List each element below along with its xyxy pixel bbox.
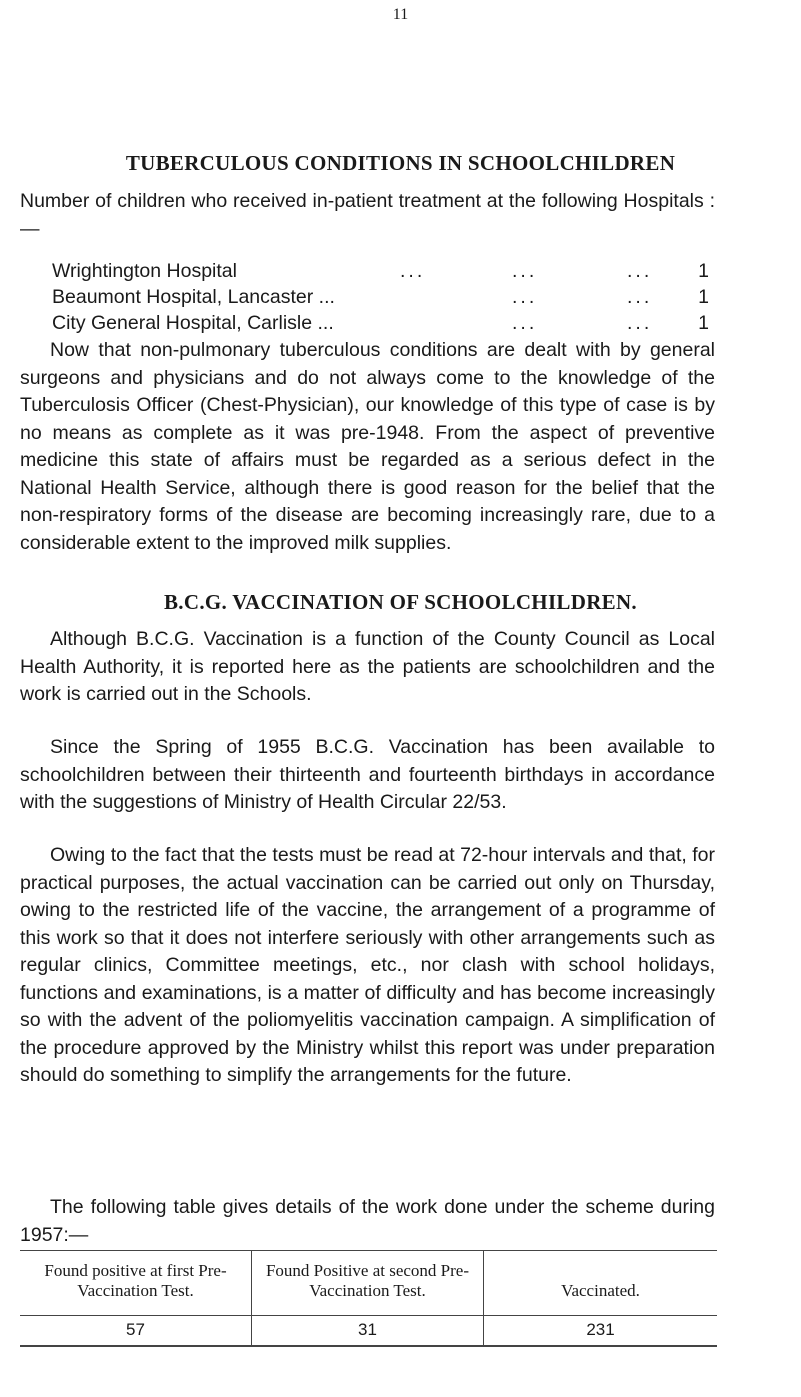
table-header-cell: Found positive at first Pre-Vaccination Test. [20, 1251, 252, 1315]
leader-dots: ... [627, 312, 653, 334]
hospitals-intro: Number of children who received in-patient treatment at the following Hospitals :— [20, 190, 715, 240]
hospital-name: Beaumont Hospital, Lancaster ... [52, 286, 335, 308]
bcg-paragraph: Although B.C.G. Vaccination is a function of the County Council as Local Health Authority, it is reported here as the patients are schoolchildren and the work is carried out in the Schools. [20, 628, 715, 705]
page-number: 11 [392, 6, 409, 23]
table-cell: 31 [252, 1315, 484, 1345]
leader-dots: ... [512, 312, 538, 334]
table-header-row [20, 1251, 717, 1315]
hospital-count: 1 [698, 312, 709, 334]
vaccination-table [20, 1250, 717, 1347]
table-cell: 57 [20, 1315, 252, 1345]
table-header-cell: Found Positive at second Pre-Vaccination Test. [252, 1251, 484, 1315]
hospital-name: Wrightington Hospital [52, 260, 237, 282]
table-header-cell: Vaccinated. [561, 1281, 640, 1300]
bcg-paragraph: Owing to the fact that the tests must be read at 72-hour intervals and that, for practical purposes, the actual vaccination can be carried out only on Thursday, owing to the restricted life of the vaccine, the arrangement of a programme of this work so that it does not interfere seriously with other arrangements such as regular clinics, Committee meetings, etc., nor clash with school holidays, functions and examinations, is a matter of difficulty and has become increasingly so with the advent of the poliomyelitis vaccination campaign. A simplification of the procedure approved by the Ministry whilst this report was under preparation should do something to simplify the arrangements for the future. [20, 844, 715, 1086]
table-cell: 231 [484, 1315, 717, 1345]
hospital-count: 1 [698, 260, 709, 282]
hospital-row [52, 310, 709, 336]
hospital-row [52, 258, 709, 284]
leader-dots: ... [512, 286, 538, 308]
bcg-paragraph: Since the Spring of 1955 B.C.G. Vaccination has been available to schoolchildren between their thirteenth and fourteenth birthdays in accordance with the suggestions of Ministry of Health Circular 22/53. [20, 736, 715, 813]
tuberculous-paragraph: Now that non-pulmonary tuberculous conditions are dealt with by general surgeons and physicians and do not always come to the knowledge of the Tuberculosis Officer (Chest-Physician), our knowledge of this type of case is by no means as complete as it was pre-1948. From the aspect of preventive medicine this state of affairs must be regarded as a serious defect in the National Health Service, although there is good reason for the belief that the non-respiratory forms of the disease are becoming increasingly rare, due to a considerable extent to the improved milk supplies. [20, 339, 715, 554]
table-row [20, 1315, 717, 1345]
hospital-name: City General Hospital, Carlisle ... [52, 312, 334, 334]
leader-dots: ... [627, 286, 653, 308]
hospital-count: 1 [698, 286, 709, 308]
section-title-bcg: B.C.G. VACCINATION OF SCHOOLCHILDREN. [164, 590, 637, 614]
bcg-paragraph: The following table gives details of the work done under the scheme during 1957:— [20, 1196, 715, 1246]
leader-dots: ... [512, 260, 538, 282]
leader-dots: ... [627, 260, 653, 282]
section-title-tuberculous: TUBERCULOUS CONDITIONS IN SCHOOLCHILDREN [125, 151, 676, 175]
leader-dots: ... [400, 260, 426, 282]
hospital-row [52, 284, 709, 310]
